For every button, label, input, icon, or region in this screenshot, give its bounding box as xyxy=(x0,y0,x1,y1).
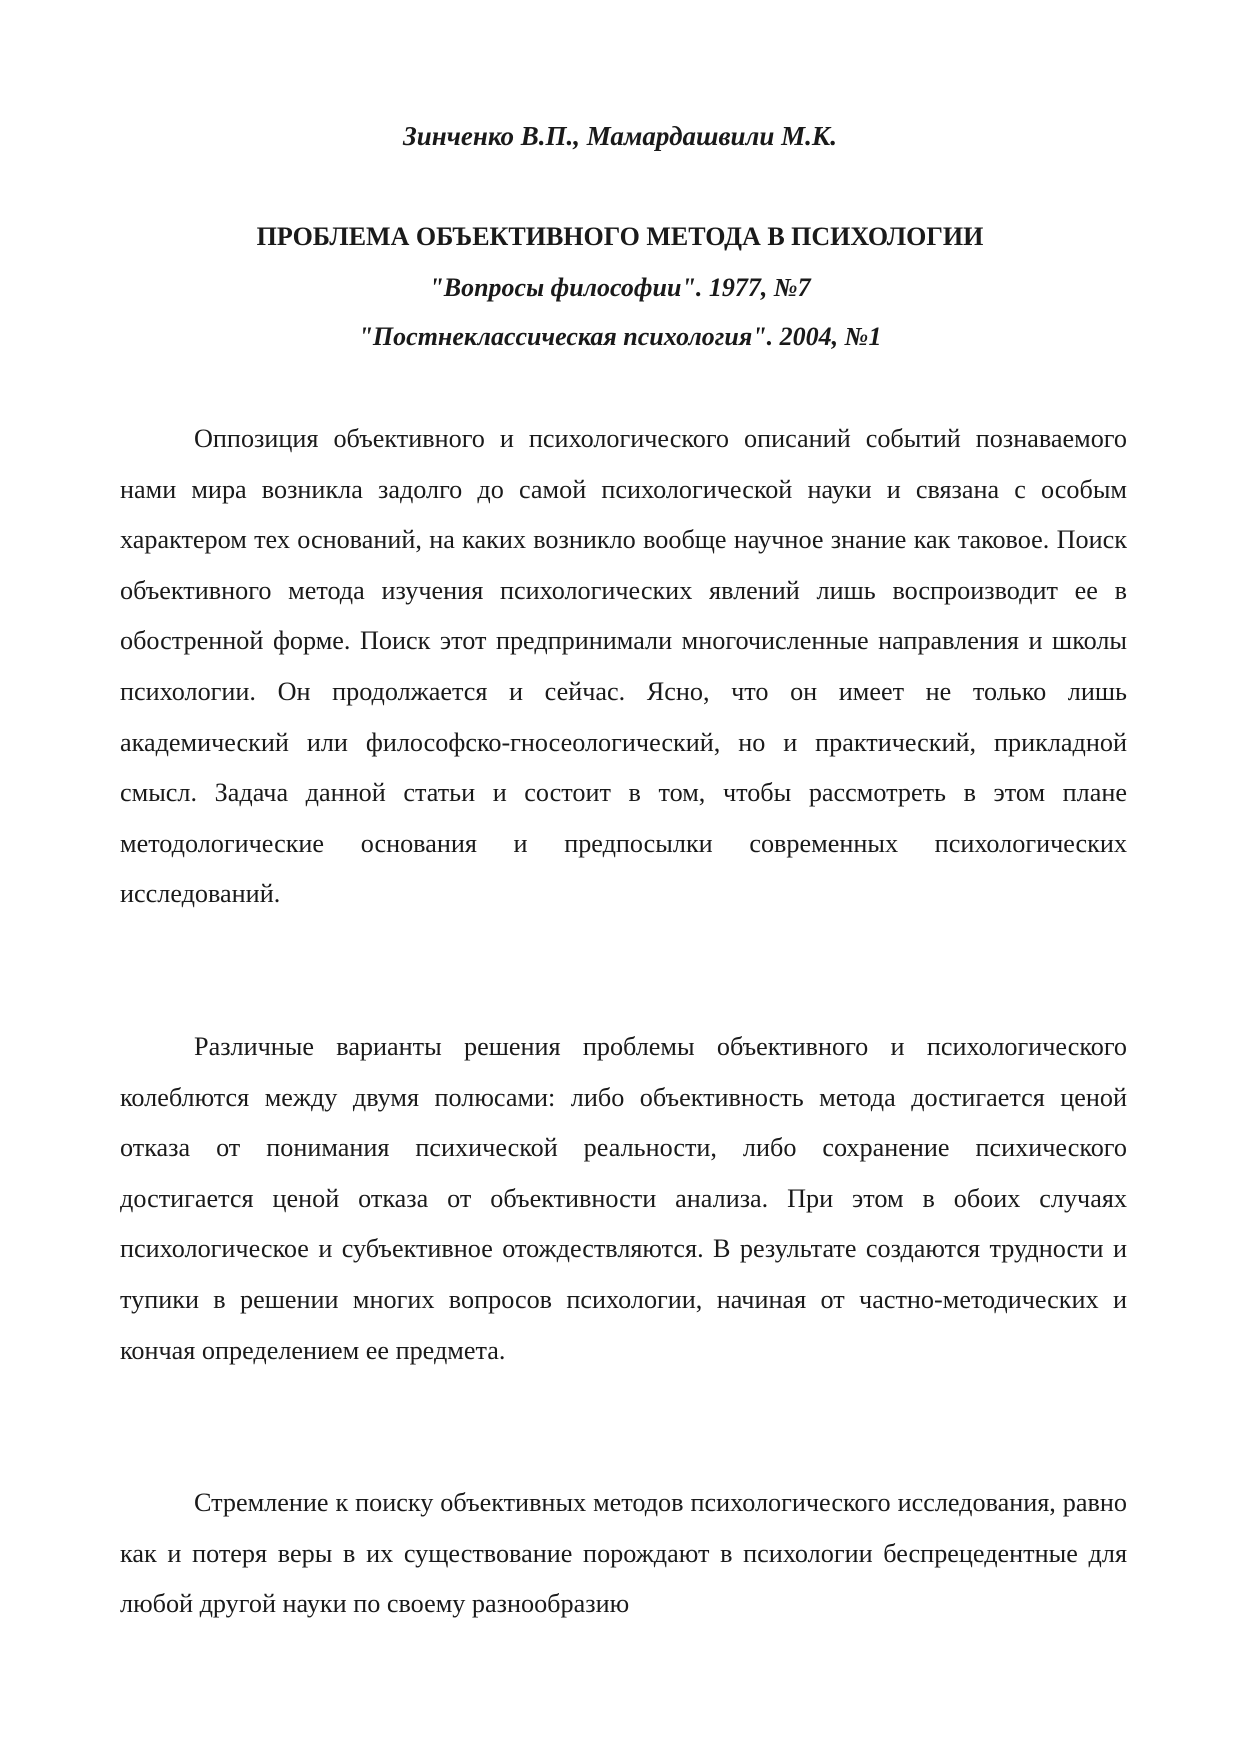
article-title: ПРОБЛЕМА ОБЪЕКТИВНОГО МЕТОДА В ПСИХОЛОГИИ xyxy=(256,222,984,251)
paragraph-3: Стремление к поиску объективных методов психологического исследования, равно как и потеря веры в их существование порождают в психологии беспрецедентные для любой другой науки по своему разнообразию xyxy=(120,1488,1127,1619)
source-citation-2: "Постнеклассическая психология". 2004, №1 xyxy=(358,322,882,351)
source-citation-1: "Вопросы философии". 1977, №7 xyxy=(429,273,811,302)
paragraph-1: Оппозиция объективного и психологического описаний событий познаваемого нами мира возникла задолго до самой психологической науки и связана с особым характером тех оснований, на каких возникло вообще научное знание как таковое. Поиск объективного метода изучения психологических явлений лишь воспроизводит ее в обостренной форме. Поиск этот предпринимали многочисленные направления и школы психологии. Он продолжается и сейчас. Ясно, что он имеет не только лишь академический или философско-гносеологический, но и практический, прикладной смысл. Задача данной статьи и состоит в том, чтобы рассмотреть в этом плане методологические основания и предпосылки современных психологических исследований. xyxy=(120,424,1127,909)
authors-line: Зинченко В.П., Мамардашвили М.К. xyxy=(403,121,837,151)
paragraph-2: Различные варианты решения проблемы объективного и психологического колеблются между двумя полюсами: либо объективность метода достигается ценой отказа от понимания психической реальности, либо сохранение психического достигается ценой отказа от объективности анализа. При этом в обоих случаях психологическое и субъективное отождествляются. В результате создаются трудности и тупики в решении многих вопросов психологии, начиная от частно-методических и кончая определением ее предмета. xyxy=(120,1032,1127,1365)
